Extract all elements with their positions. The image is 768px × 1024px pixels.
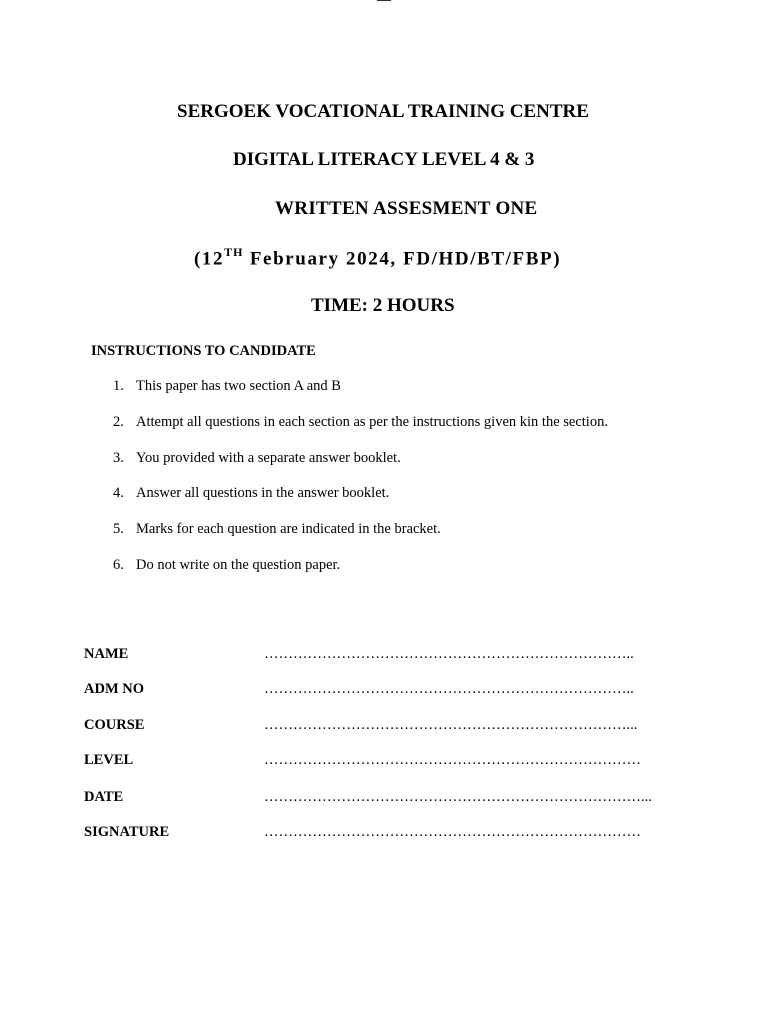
date-field[interactable]: ……………………………………………………………………...: [264, 789, 652, 805]
instruction-number: 5.: [113, 521, 124, 537]
exam-date-prefix: (12: [194, 248, 225, 270]
instruction-item: [113, 521, 441, 538]
instruction-number: 6.: [113, 557, 124, 573]
instruction-item: [113, 485, 389, 502]
instruction-text: Attempt all questions in each section as per the instructions given kin the section.: [136, 414, 608, 430]
adm-no-label: ADM NO: [84, 681, 145, 697]
instruction-text: You provided with a separate answer booklet.: [136, 450, 401, 466]
level-label: LEVEL: [84, 752, 134, 768]
page-top-mark: [377, 0, 391, 1]
instruction-item: [113, 378, 341, 395]
instruction-item: [113, 414, 608, 431]
instructions-heading: INSTRUCTIONS TO CANDIDATE: [91, 343, 316, 359]
signature-label: SIGNATURE: [84, 824, 170, 840]
instruction-number: 1.: [113, 378, 124, 394]
instruction-item: [113, 557, 340, 574]
name-field[interactable]: …………………………………………………………………..: [264, 646, 634, 662]
exam-date-line: [194, 246, 561, 270]
institution-title: SERGOEK VOCATIONAL TRAINING CENTRE: [177, 101, 589, 122]
date-label: DATE: [84, 789, 124, 805]
instruction-text: Do not write on the question paper.: [136, 557, 341, 573]
course-label: COURSE: [84, 717, 145, 733]
adm-no-field[interactable]: …………………………………………………………………..: [264, 681, 634, 697]
course-field[interactable]: …………………………………………………………………...: [264, 717, 638, 733]
instruction-text: This paper has two section A and B: [136, 378, 341, 394]
instruction-number: 4.: [113, 485, 124, 501]
exam-date-suffix: TH: [224, 245, 244, 259]
instruction-text: Answer all questions in the answer booklet.: [136, 485, 390, 501]
level-field[interactable]: ……………………………………………………………………: [264, 752, 641, 768]
instruction-number: 2.: [113, 414, 124, 430]
assessment-title: WRITTEN ASSESMENT ONE: [275, 198, 538, 219]
exam-time: TIME: 2 HOURS: [311, 295, 455, 316]
name-label: NAME: [84, 646, 129, 662]
instruction-text: Marks for each question are indicated in the bracket.: [136, 521, 441, 537]
signature-field[interactable]: ……………………………………………………………………: [264, 824, 641, 840]
instruction-number: 3.: [113, 450, 124, 466]
course-title: DIGITAL LITERACY LEVEL 4 & 3: [233, 149, 535, 170]
exam-date-rest: February 2024, FD/HD/BT/FBP): [243, 248, 562, 270]
instruction-item: [113, 450, 401, 467]
